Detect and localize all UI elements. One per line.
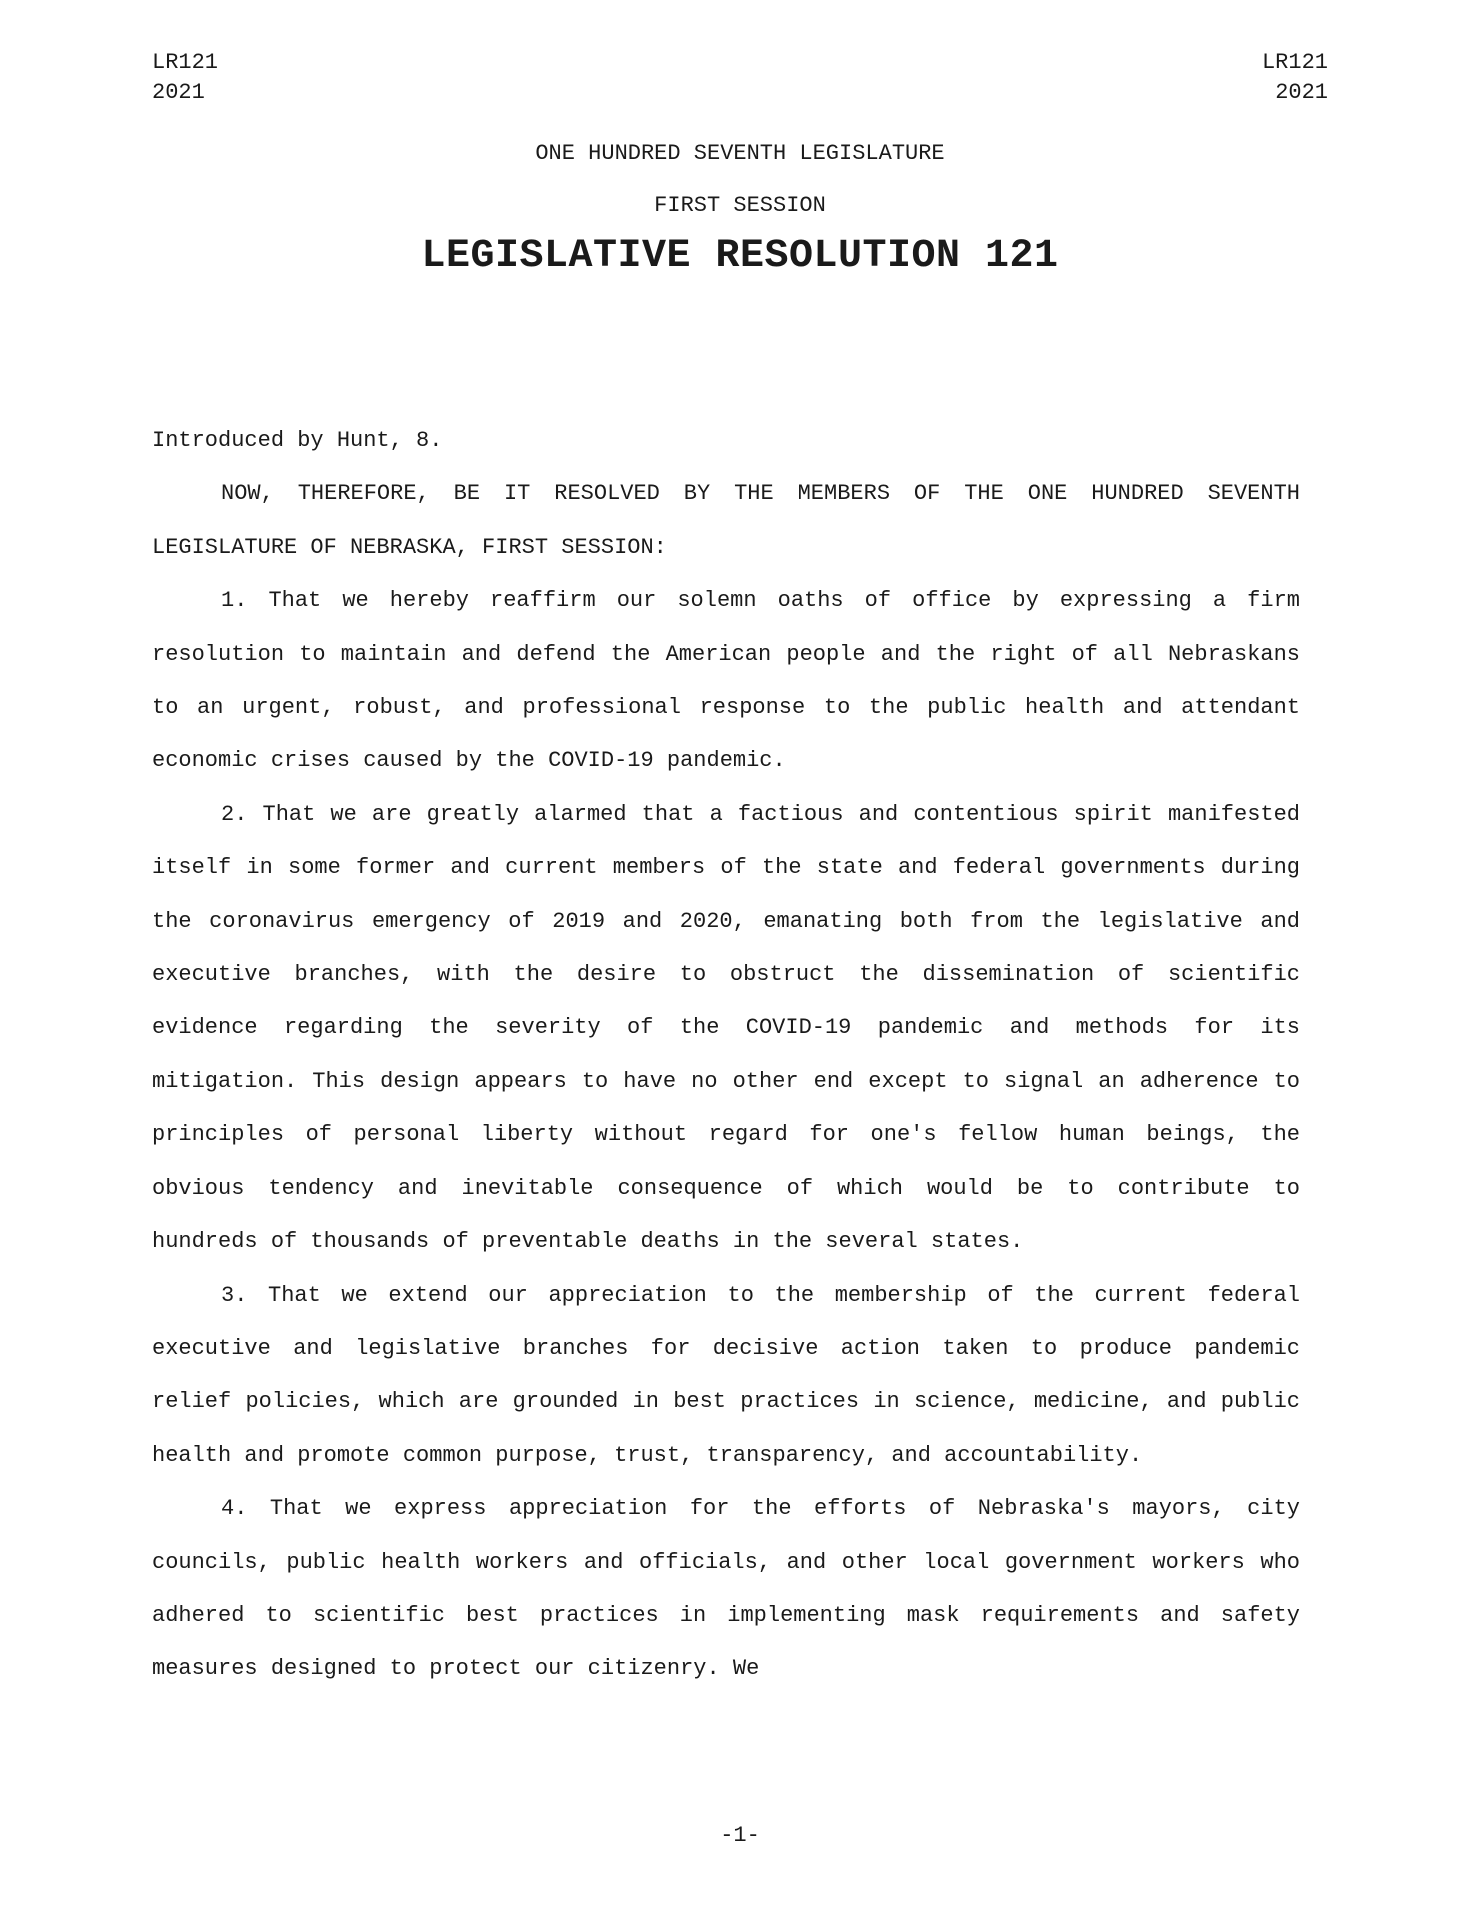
- resolution-item-3: 3. That we extend our appreciation to the membership of the current federal executive and legislative branches for decisive action taken to produce pandemic relief policies, which are grounded in best practices in science, medicine, and public health and promote common purpose, trust, transparency, and accountability.: [152, 1282, 1300, 1468]
- session-heading: FIRST SESSION: [654, 193, 826, 218]
- resolution-item-4: 4. That we express appreciation for the efforts of Nebraska's mayors, city councils, public health workers and officials, and other local government workers who adhered to scientific best practices in implementing mask requirements and safety measures designed to protect our citizenry. We: [152, 1496, 1300, 1682]
- page-number: -1-: [720, 1823, 760, 1848]
- header-right: [1262, 48, 1328, 108]
- header-left-year: 2021: [152, 80, 205, 105]
- introduced-by: Introduced by Hunt, 8.: [152, 428, 443, 453]
- resolution-body: [152, 414, 1300, 1696]
- header-right-year: 2021: [1275, 80, 1328, 105]
- resolution-item-1: 1. That we hereby reaffirm our solemn oaths of office by expressing a firm resolution to maintain and defend the American people and the right of all Nebraskans to an urgent, robust, and professional response to the public health and attendant economic crises caused by the COVID-19 pandemic.: [152, 588, 1300, 774]
- resolved-clause: NOW, THEREFORE, BE IT RESOLVED BY THE MEMBERS OF THE ONE HUNDRED SEVENTH LEGISLATURE OF NEBRASKA, FIRST SESSION:: [152, 481, 1300, 560]
- legislature-heading: ONE HUNDRED SEVENTH LEGISLATURE: [535, 141, 945, 166]
- resolution-item-2: 2. That we are greatly alarmed that a factious and contentious spirit manifested itself in some former and current members of the state and federal governments during the coronavirus emergency of 2019 and 2020, emanating both from the legislative and executive branches, with the desire to obstruct the dissemination of scientific evidence regarding the severity of the COVID-19 pandemic and methods for its mitigation. This design appears to have no other end except to signal an adherence to principles of personal liberty without regard for one's fellow human beings, the obvious tendency and inevitable consequence of which would be to contribute to hundreds of thousands of preventable deaths in the several states.: [152, 801, 1300, 1255]
- header-right-bill-number: LR121: [1261, 50, 1328, 75]
- header-left-bill-number: LR121: [152, 50, 219, 75]
- document-title: LEGISLATIVE RESOLUTION 121: [421, 234, 1059, 279]
- header-left: [152, 48, 218, 108]
